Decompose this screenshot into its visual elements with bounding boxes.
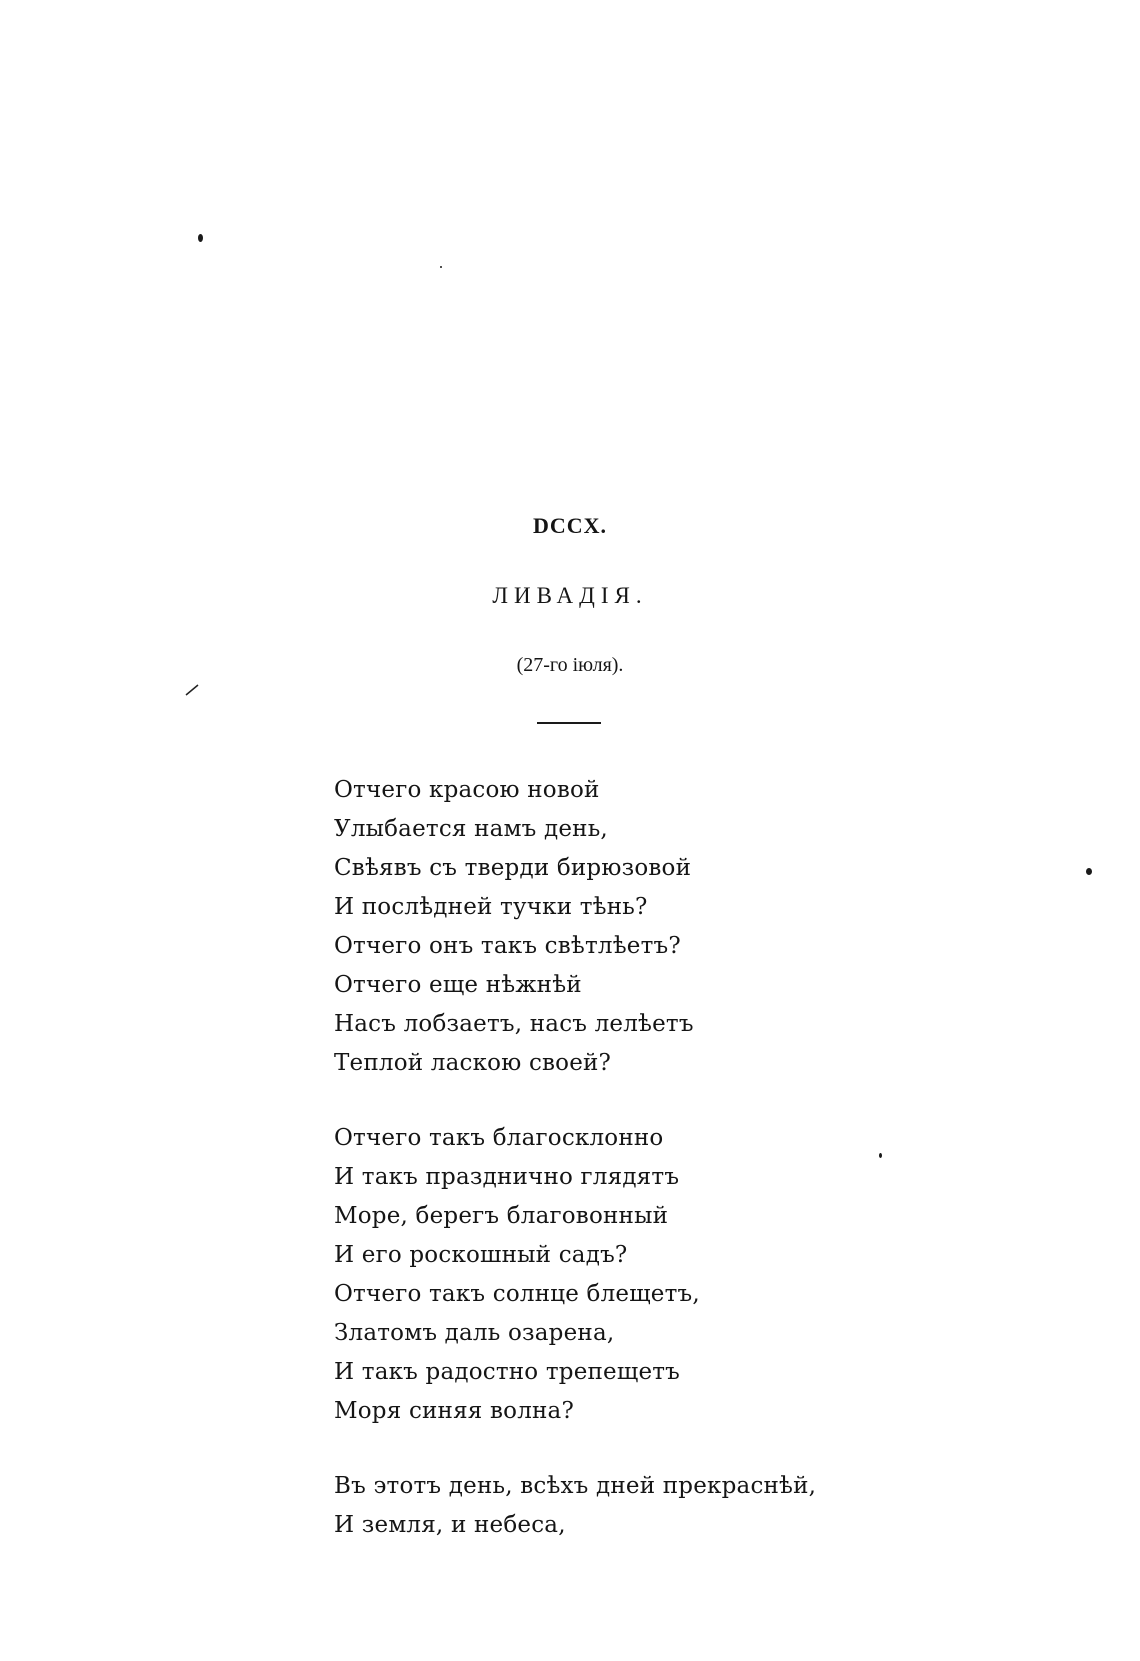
verse-line: И послѣдней тучки тѣнь? [334, 894, 648, 920]
verse-line: Свѣявъ съ тверди бирюзовой [334, 855, 692, 881]
poem-date: (27-го іюля). [516, 654, 624, 676]
poem-number: DCCX. [532, 513, 608, 538]
verse-line: Улыбается намъ день, [334, 816, 608, 842]
scan-speck [1086, 868, 1092, 875]
scan-speck [440, 266, 442, 268]
verse-line: И земля, и небеса, [334, 1512, 566, 1538]
verse-line: И такъ радостно трепещетъ [334, 1359, 681, 1385]
stanza [334, 1467, 816, 1545]
verse-line: Море, берегъ благовонный [334, 1203, 669, 1229]
verse-line: Отчего такъ солнце блещетъ, [334, 1281, 700, 1307]
verse-line: И такъ празднично глядятъ [334, 1164, 680, 1190]
poem-title: ЛИВАДІЯ. [492, 583, 648, 608]
stanza [334, 1119, 700, 1431]
verse-line: Златомъ даль озарена, [334, 1320, 615, 1346]
scan-speck [879, 1153, 882, 1158]
scan-stroke [184, 683, 200, 697]
scan-speck [198, 234, 203, 242]
verse-line: Моря синяя волна? [334, 1398, 574, 1424]
verse-line: Въ этотъ день, всѣхъ дней прекраснѣй, [334, 1473, 817, 1499]
verse-line: Отчего еще нѣжнѣй [334, 972, 582, 998]
verse-line: Теплой ласкою своей? [334, 1050, 612, 1076]
verse-line: И его роскошный садъ? [334, 1242, 628, 1268]
verse-line: Отчего онъ такъ свѣтлѣетъ? [334, 933, 681, 959]
verse-line: Насъ лобзаетъ, насъ лелѣетъ [334, 1011, 694, 1037]
title-divider [537, 722, 601, 724]
stanza [334, 771, 694, 1083]
verse-line: Отчего такъ благосклонно [334, 1125, 664, 1151]
verse-line: Отчего красою новой [334, 777, 600, 803]
